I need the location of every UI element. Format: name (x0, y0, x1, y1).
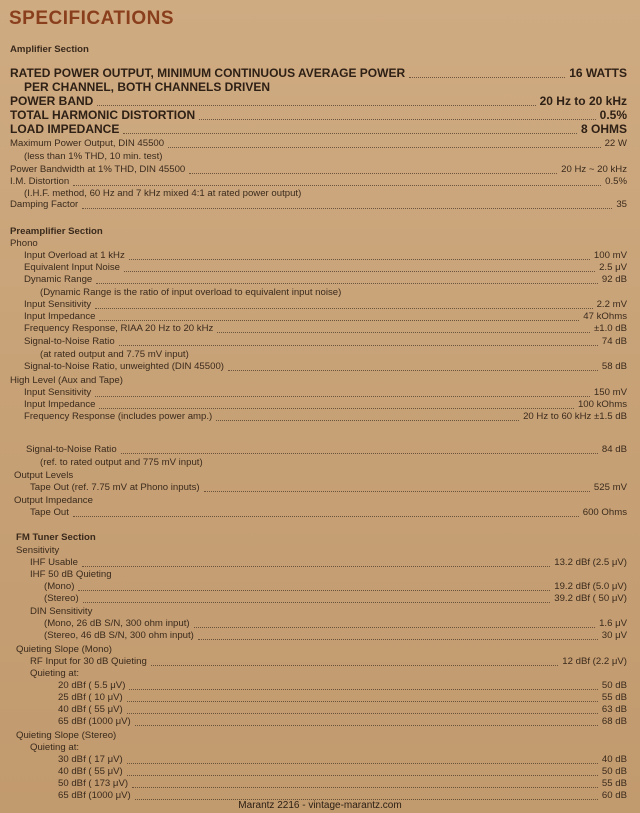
spec-value: 20 Hz to 60 kHz ±1.5 dB (523, 411, 627, 422)
spec-hl-snr (0, 443, 640, 456)
spec-value: 19.2 dBf (5.0 μV) (554, 581, 627, 592)
spec-label: Output Levels (14, 470, 74, 481)
spec-value: 68 dB (601, 716, 627, 727)
leader-dots (96, 270, 598, 284)
spec-label: (Stereo) (44, 593, 79, 604)
spec-label: TOTAL HARMONIC DISTORTION (10, 108, 196, 122)
spec-snr (0, 335, 640, 348)
spec-label: 30 dBf ( 17 μV) (58, 754, 123, 765)
spec-tape-out-impedance (0, 506, 640, 519)
leader-dots (199, 105, 596, 120)
leader-dots (151, 652, 558, 666)
spec-label: DIN Sensitivity (30, 606, 93, 617)
spec-quieting-mono-row (0, 715, 640, 728)
spec-label: (ref. to rated output and 775 mV input) (40, 457, 203, 468)
spec-value: 0.5% (599, 108, 627, 122)
spec-value: 20 Hz to 20 kHz (539, 94, 627, 108)
spec-label: IHF Usable (30, 557, 78, 568)
spec-label: POWER BAND (10, 94, 94, 108)
spec-value: 40 dB (601, 754, 627, 765)
spec-value: 100 mV (593, 250, 627, 261)
spec-label: 50 dBf ( 173 μV) (58, 778, 129, 789)
spec-value: 50 dB (601, 766, 627, 777)
spec-label: Signal-to-Noise Ratio (24, 336, 115, 347)
spec-label: Input Impedance (24, 311, 96, 322)
leader-dots (135, 712, 598, 726)
spec-value: 92 dB (601, 274, 627, 285)
leader-dots (228, 357, 598, 371)
spec-value: 55 dB (601, 692, 627, 703)
spec-label: (Mono, 26 dB S/N, 300 ohm input) (44, 618, 190, 629)
leader-dots (409, 63, 565, 78)
leader-dots (121, 440, 598, 454)
spec-label: Frequency Response (includes power amp.) (24, 411, 213, 422)
spec-label: Quieting at: (30, 742, 80, 753)
footer-credit: Marantz 2216 - vintage-marantz.com (238, 800, 402, 811)
spec-hl-frequency (0, 410, 640, 423)
spec-label: Equivalent Input Noise (24, 262, 120, 273)
leader-dots (97, 91, 536, 106)
spec-label: Preamplifier Section (10, 226, 103, 237)
section-heading-amplifier (0, 43, 640, 56)
spec-label: Phono (10, 238, 38, 249)
leader-dots (119, 332, 598, 346)
spec-hl-snr-note (0, 456, 640, 469)
spec-label: 65 dBf (1000 μV) (58, 716, 131, 727)
spec-label: I.M. Distortion (10, 176, 70, 187)
spec-dynamic-range (0, 273, 640, 286)
spec-label: (at rated output and 7.75 mV input) (40, 349, 189, 360)
spec-tape-out (0, 481, 640, 494)
spec-label: Tape Out (ref. 7.75 mV at Phono inputs) (30, 482, 200, 493)
spec-label: (Stereo, 46 dB S/N, 300 ohm input) (44, 630, 194, 641)
leader-dots (123, 119, 577, 134)
spec-value: 150 mV (593, 387, 627, 398)
leader-dots (217, 319, 590, 333)
spec-value: 74 dB (601, 336, 627, 347)
leader-dots (83, 589, 550, 603)
spec-label: IHF 50 dB Quieting (30, 569, 112, 580)
spec-value: 22 W (604, 138, 627, 149)
spec-value: 12 dBf (2.2 μV) (562, 656, 627, 667)
spec-value: 16 WATTS (569, 66, 627, 80)
spec-label: 65 dBf (1000 μV) (58, 790, 131, 801)
spec-ihf-stereo (0, 592, 640, 605)
spec-value: 13.2 dBf (2.5 μV) (554, 557, 627, 568)
spec-label: Input Overload at 1 kHz (24, 250, 125, 261)
spec-damping (0, 198, 640, 211)
spec-value: 39.2 dBf ( 50 μV) (554, 593, 627, 604)
spec-label: Quieting at: (30, 668, 80, 679)
spec-label: RF Input for 30 dB Quieting (30, 656, 147, 667)
spec-label: Maximum Power Output, DIN 45500 (10, 138, 165, 149)
spec-label: Input Sensitivity (24, 299, 92, 310)
spec-label: Sensitivity (16, 545, 60, 556)
leader-dots (168, 134, 601, 148)
spec-label: Input Impedance (24, 399, 96, 410)
spec-value: 20 Hz ~ 20 kHz (561, 164, 627, 175)
spec-label: FM Tuner Section (16, 532, 96, 543)
page-title: SPECIFICATIONS (9, 8, 174, 29)
spec-label: (less than 1% THD, 10 min. test) (24, 151, 163, 162)
spec-value: 1.6 μV (599, 618, 627, 629)
spec-label: PER CHANNEL, BOTH CHANNELS DRIVEN (24, 80, 271, 94)
spec-value: 525 mV (593, 482, 627, 493)
spec-label: 25 dBf ( 10 μV) (58, 692, 123, 703)
leader-dots (135, 786, 598, 800)
spec-rated-power (0, 66, 640, 80)
spec-label: Signal-to-Noise Ratio (26, 444, 117, 455)
section-heading-fm (0, 531, 640, 544)
spec-label: (Dynamic Range is the ratio of input overload to equivalent input noise) (40, 287, 342, 298)
leader-dots (204, 478, 590, 492)
leader-dots (82, 195, 612, 209)
spec-label: (I.H.F. method, 60 Hz and 7 kHz mixed 4:1 at rated power output) (24, 188, 302, 199)
spec-value: 47 kOhms (583, 311, 627, 322)
spec-label: Damping Factor (10, 199, 79, 210)
spec-label: Signal-to-Noise Ratio, unweighted (DIN 45500) (24, 361, 224, 372)
spec-label: Quieting Slope (Mono) (16, 644, 112, 655)
spec-value: 30 μV (601, 630, 627, 641)
spec-value: 63 dB (601, 704, 627, 715)
spec-label: Amplifier Section (10, 44, 89, 55)
spec-label: 40 dBf ( 55 μV) (58, 766, 123, 777)
spec-label: Power Bandwidth at 1% THD, DIN 45500 (10, 164, 186, 175)
spec-label: Input Sensitivity (24, 387, 92, 398)
spec-label: Output Impedance (14, 495, 93, 506)
leader-dots (73, 503, 579, 517)
spec-value: 58 dB (601, 361, 627, 372)
spec-value: 2.5 μV (599, 262, 627, 273)
spec-label: 20 dBf ( 5.5 μV) (58, 680, 126, 691)
spec-label: Quieting Slope (Stereo) (16, 730, 117, 741)
spec-value: 0.5% (605, 176, 627, 187)
leader-dots (198, 626, 598, 640)
spec-value: 84 dB (601, 444, 627, 455)
spec-label: (Mono) (44, 581, 75, 592)
spec-value: 35 (616, 199, 627, 210)
spec-value: 55 dB (601, 778, 627, 789)
leader-dots (73, 172, 601, 186)
spec-max-power (0, 137, 640, 150)
spec-din-stereo (0, 629, 640, 642)
leader-dots (82, 553, 550, 567)
spec-label: High Level (Aux and Tape) (10, 375, 123, 386)
spec-value: 2.2 mV (596, 299, 627, 310)
spec-label: Dynamic Range (24, 274, 93, 285)
spec-value: 60 dB (601, 790, 627, 801)
spec-label: Tape Out (30, 507, 69, 518)
spec-value: 50 dB (601, 680, 627, 691)
spec-value: 8 OHMS (580, 122, 627, 136)
spec-label: RATED POWER OUTPUT, MINIMUM CONTINUOUS AVERAGE POWER (10, 66, 406, 80)
spec-label: LOAD IMPEDANCE (10, 122, 120, 136)
spec-value: 600 Ohms (582, 507, 627, 518)
spec-label: Frequency Response, RIAA 20 Hz to 20 kHz (24, 323, 214, 334)
spec-label: 40 dBf ( 55 μV) (58, 704, 123, 715)
leader-dots (216, 407, 519, 421)
spec-snr-din (0, 360, 640, 373)
spec-value: ±1.0 dB (593, 323, 627, 334)
spec-value: 100 kOhms (577, 399, 627, 410)
